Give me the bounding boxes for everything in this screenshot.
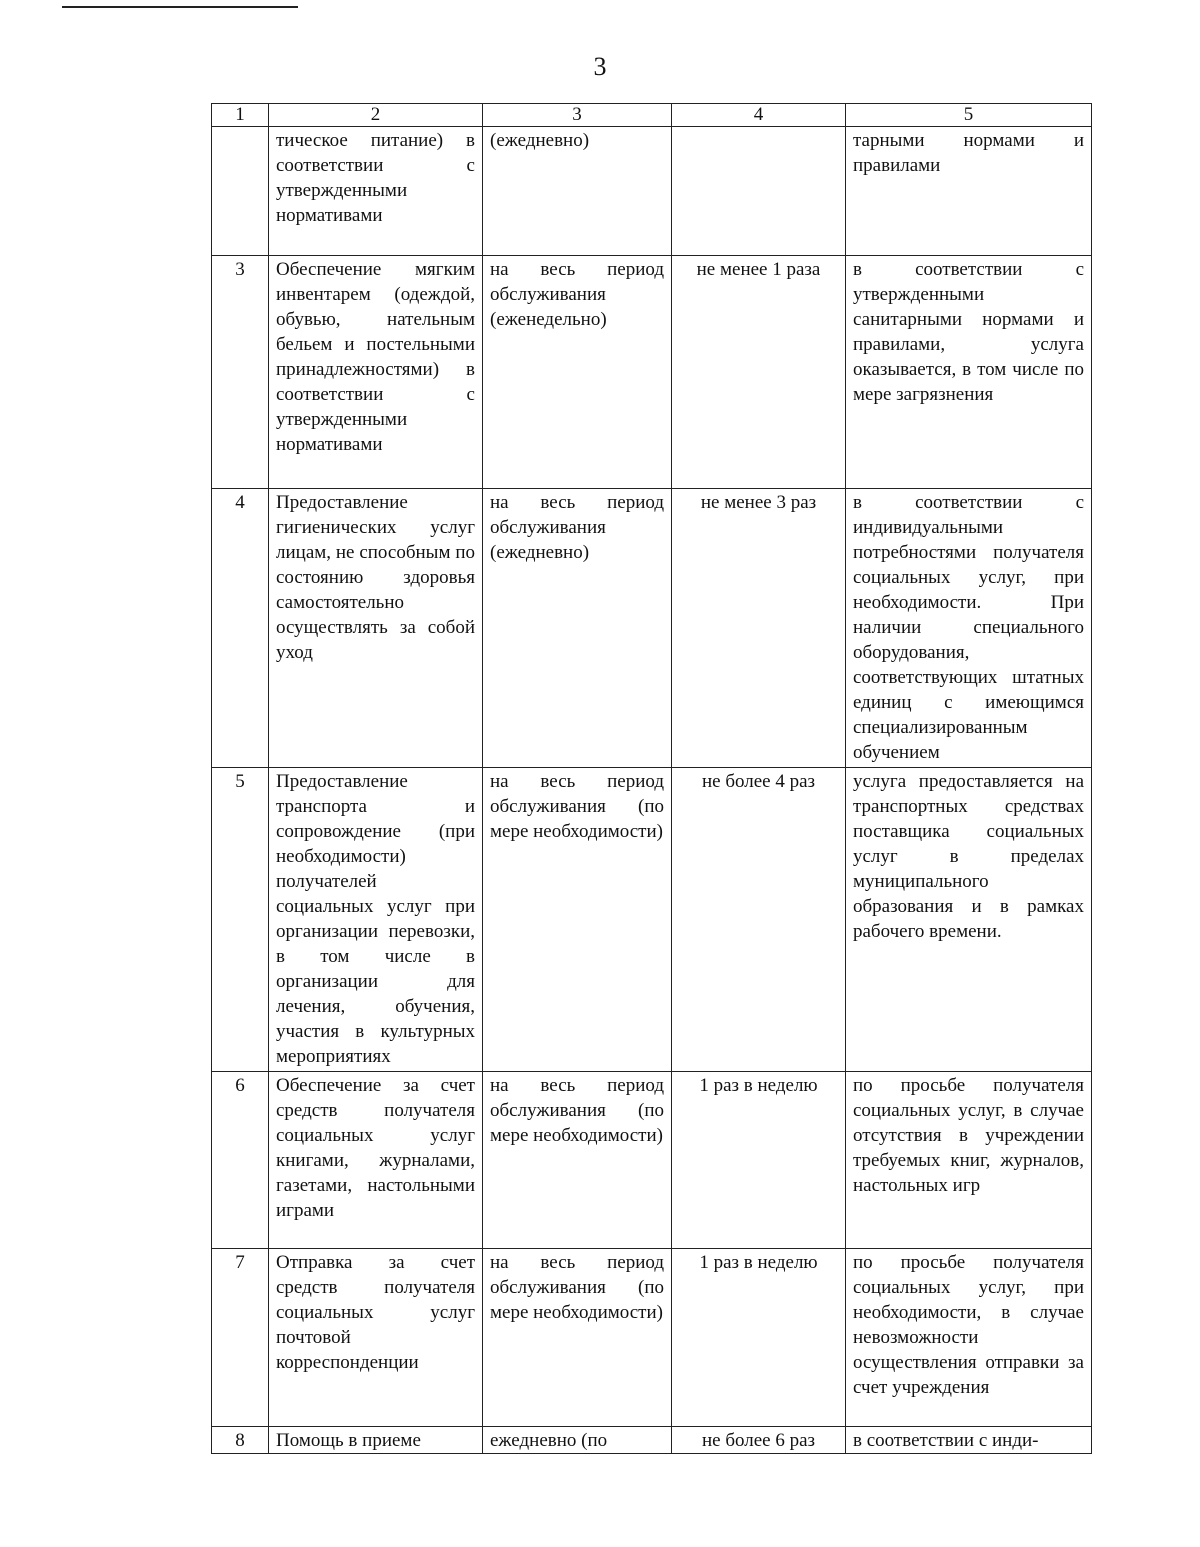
row-number: 7 bbox=[212, 1249, 269, 1427]
service-period: на весь период обслуживания (еженедельно) bbox=[483, 256, 672, 489]
service-frequency bbox=[672, 127, 846, 256]
service-notes: в соответствии с инди- bbox=[846, 1427, 1092, 1454]
top-rule bbox=[62, 6, 298, 8]
service-frequency: 1 раз в неделю bbox=[672, 1249, 846, 1427]
service-notes: по просьбе получателя социальных услуг, при необходимости, в случае невозможности осуществления отправки за счет учреждения bbox=[846, 1249, 1092, 1427]
service-notes: в соответствии с утвержденными санитарными нормами и правилами, услуга оказывается, в том числе по мере загрязнения bbox=[846, 256, 1092, 489]
service-period: на весь период обслуживания (по мере необходимости) bbox=[483, 1072, 672, 1249]
row-number: 8 bbox=[212, 1427, 269, 1454]
service-name: Обеспечение мягким инвентарем (одеждой, обувью, нательным бельем и постельными принадлежностями) в соответствии с утвержденными нормативами bbox=[269, 256, 483, 489]
service-period: ежедневно (по bbox=[483, 1427, 672, 1454]
table-row bbox=[212, 1427, 1092, 1454]
row-number: 6 bbox=[212, 1072, 269, 1249]
service-frequency: не более 4 раз bbox=[672, 768, 846, 1072]
service-name: Отправка за счет средств получателя социальных услуг почтовой корреспонденции bbox=[269, 1249, 483, 1427]
service-frequency: не более 6 раз bbox=[672, 1427, 846, 1454]
service-name: тическое питание) в соответствии с утвержденными нормативами bbox=[269, 127, 483, 256]
service-period: на весь период обслуживания (ежедневно) bbox=[483, 489, 672, 768]
table-row bbox=[212, 256, 1092, 489]
service-frequency: не менее 3 раз bbox=[672, 489, 846, 768]
service-period: на весь период обслуживания (по мере необходимости) bbox=[483, 768, 672, 1072]
service-notes: услуга предоставляется на транспортных средствах поставщика социальных услуг в пределах муниципального образования и в рамках рабочего времени. bbox=[846, 768, 1092, 1072]
table-row bbox=[212, 127, 1092, 256]
table-row bbox=[212, 1072, 1092, 1249]
service-period: (ежедневно) bbox=[483, 127, 672, 256]
header-col-4: 4 bbox=[672, 104, 846, 127]
service-name: Предоставление гигиенических услуг лицам, не способным по состоянию здоровья самостоятельно осуществлять за собой уход bbox=[269, 489, 483, 768]
table-row bbox=[212, 1249, 1092, 1427]
row-number: 3 bbox=[212, 256, 269, 489]
services-table bbox=[211, 103, 1092, 1454]
row-number: 5 bbox=[212, 768, 269, 1072]
table-header-row bbox=[212, 104, 1092, 127]
service-name: Обеспечение за счет средств получателя социальных услуг книгами, журналами, газетами, настольными играми bbox=[269, 1072, 483, 1249]
table-row bbox=[212, 489, 1092, 768]
header-col-1: 1 bbox=[212, 104, 269, 127]
service-frequency: 1 раз в неделю bbox=[672, 1072, 846, 1249]
service-notes: тарными нормами и правилами bbox=[846, 127, 1092, 256]
table-row bbox=[212, 768, 1092, 1072]
row-number: 4 bbox=[212, 489, 269, 768]
service-frequency: не менее 1 раза bbox=[672, 256, 846, 489]
page-number: 3 bbox=[593, 52, 607, 81]
header-col-5: 5 bbox=[846, 104, 1092, 127]
header-col-2: 2 bbox=[269, 104, 483, 127]
row-number bbox=[212, 127, 269, 256]
service-notes: в соответствии с индивидуальными потребностями получателя социальных услуг, при необходимости. При наличии специального оборудования, соответствующих штатных единиц с имеющимся специализированным обучением bbox=[846, 489, 1092, 768]
service-name: Помощь в приеме bbox=[269, 1427, 483, 1454]
header-col-3: 3 bbox=[483, 104, 672, 127]
service-notes: по просьбе получателя социальных услуг, в случае отсутствия в учреждении требуемых книг, журналов, настольных игр bbox=[846, 1072, 1092, 1249]
service-period: на весь период обслуживания (по мере необходимости) bbox=[483, 1249, 672, 1427]
service-name: Предоставление транспорта и сопровождение (при необходимости) получателей социальных услуг при организации перевозки, в том числе в организации для лечения, обучения, участия в культурных мероприятиях bbox=[269, 768, 483, 1072]
